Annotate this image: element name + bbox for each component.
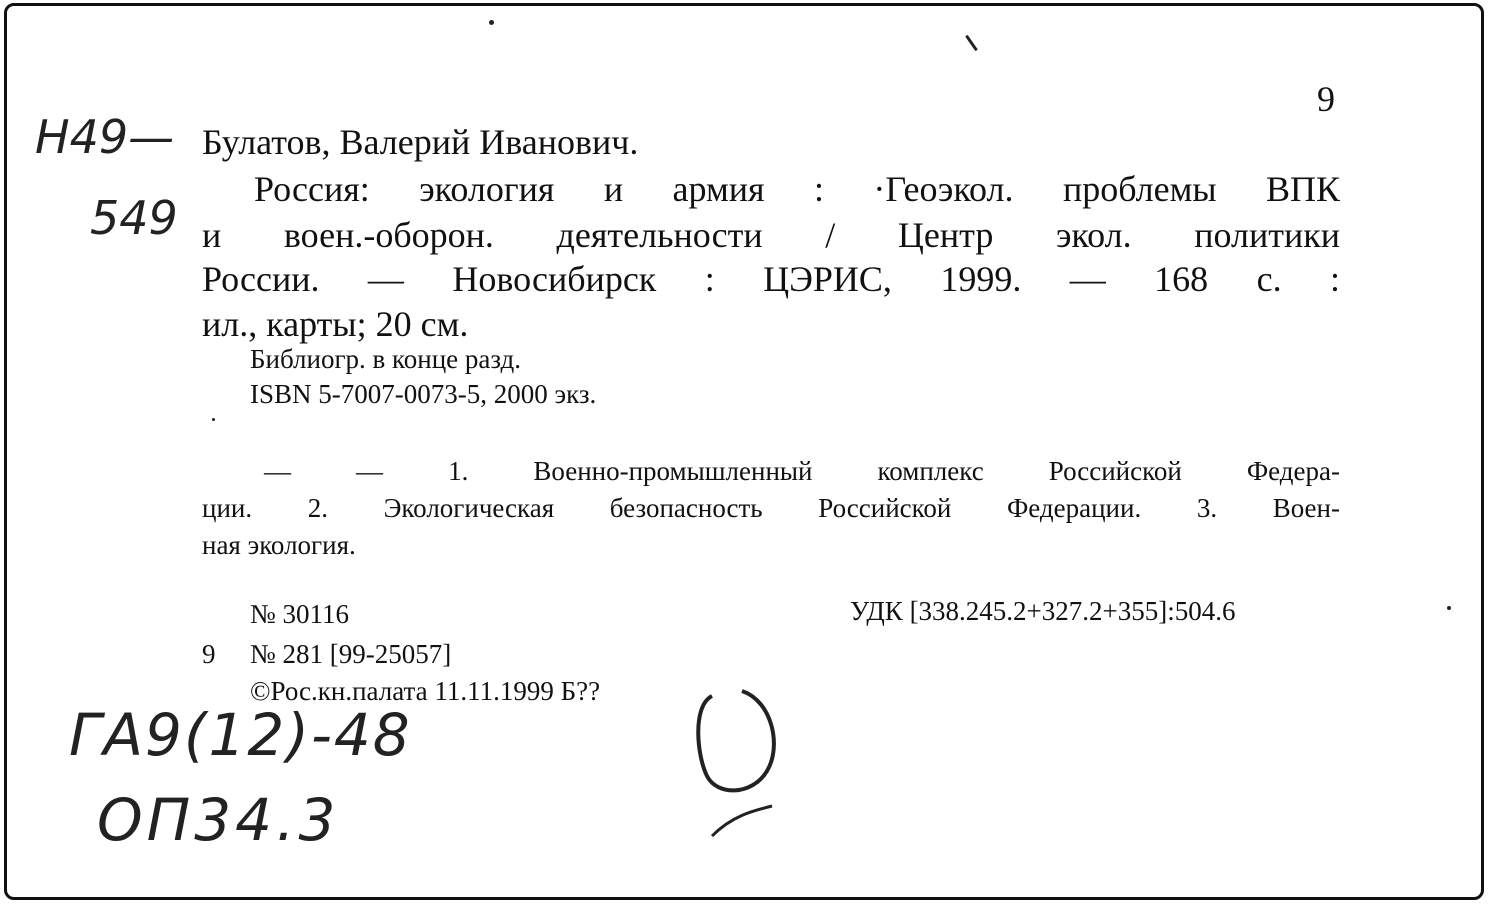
record-number: № 30116 xyxy=(250,599,350,629)
copyright-line: ©Рос.кн.палата 11.11.1999 Б?? xyxy=(250,676,601,706)
handwritten-code-line1: ГА9(12)-48 xyxy=(69,701,412,769)
title-line: ил., карты; 20 см. xyxy=(202,304,469,344)
speck xyxy=(212,418,215,421)
subject-line: ная экология. xyxy=(202,530,356,560)
handwritten-shelfmark-line1: Н49— xyxy=(35,110,175,164)
subject-line: ции. 2. Экологическая безопасность Российской Федерации. 3. Воен- xyxy=(202,493,1340,523)
bibliography-note: Библиогр. в конце разд. xyxy=(250,344,522,374)
author-heading: Булатов, Валерий Иванович. xyxy=(202,122,639,162)
page-number: 9 xyxy=(1317,79,1335,119)
speck xyxy=(965,35,978,51)
series-prefix: 9 xyxy=(202,639,216,669)
handwritten-code-line2: ОП34.3 xyxy=(97,786,340,854)
subject-line: — — 1. Военно-промышленный комплекс Российской Федера- xyxy=(264,456,1340,486)
speck xyxy=(1447,606,1451,610)
oval-stamp-mark xyxy=(672,666,802,846)
catalog-card xyxy=(4,3,1484,900)
title-line: Россия: экология и армия : ·Геоэкол. проблемы ВПК xyxy=(254,169,1340,209)
title-line: и воен.-оборон. деятельности / Центр экол. политики xyxy=(202,215,1340,255)
speck xyxy=(489,20,494,25)
series-number: № 281 [99-25057] xyxy=(250,639,452,669)
handwritten-shelfmark-line2: 549 xyxy=(90,191,178,245)
title-line: России. — Новосибирск : ЦЭРИС, 1999. — 168 с. : xyxy=(202,259,1340,299)
udk-code: УДК [338.245.2+327.2+355]:504.6 xyxy=(850,596,1236,626)
isbn-note: ISBN 5-7007-0073-5, 2000 экз. xyxy=(250,379,597,409)
